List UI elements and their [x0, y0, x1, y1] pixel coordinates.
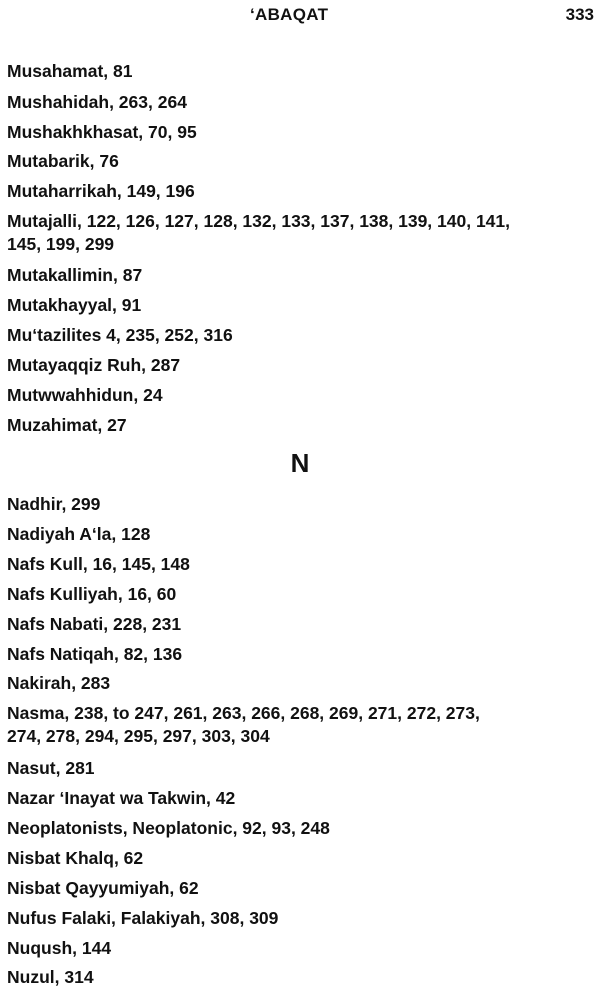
- entry-text: Nuqush, 144: [7, 938, 112, 958]
- index-entry: [7, 523, 597, 546]
- index-entry: [7, 583, 597, 606]
- entry-text: Nasut, 281: [7, 758, 95, 778]
- entry-text: Mutwwahhidun, 24: [7, 385, 163, 405]
- index-entry: [7, 294, 597, 317]
- entry-text: Nisbat Khalq, 62: [7, 848, 144, 868]
- page-header: [0, 5, 600, 31]
- entry-text: Nakirah, 283: [7, 673, 111, 693]
- entry-text: Mutabarik, 76: [7, 151, 119, 171]
- index-entry: [7, 787, 597, 810]
- index-entry: [7, 384, 597, 407]
- index-entry: [7, 907, 597, 930]
- entry-text: Nufus Falaki, Falakiyah, 308, 309: [7, 908, 279, 928]
- entry-text: Mutakhayyal, 91: [7, 295, 142, 315]
- index-entry: [7, 613, 597, 636]
- index-entry: [7, 60, 597, 83]
- index-entry: [7, 121, 597, 144]
- index-entry: [7, 672, 597, 695]
- index-entry: [7, 643, 597, 666]
- entry-text: Nasma, 238, to 247, 261, 263, 266, 268, 269, 271, 272, 273,: [7, 703, 480, 723]
- index-entry: [7, 966, 597, 989]
- entry-text-continuation: 145, 199, 299: [7, 234, 115, 254]
- index-entry: [7, 414, 597, 437]
- entry-text: Mutaharrikah, 149, 196: [7, 181, 195, 201]
- entry-text: Nisbat Qayyumiyah, 62: [7, 878, 199, 898]
- entry-text: Musahamat, 81: [7, 61, 133, 81]
- entry-text: Mutayaqqiz Ruh, 287: [7, 355, 181, 375]
- running-head: ‘ABAQAT: [250, 5, 329, 24]
- entry-text: Mushakhkhasat, 70, 95: [7, 122, 197, 142]
- entry-text: Nazar ‘Inayat wa Takwin, 42: [7, 788, 236, 808]
- entry-text: Nuzul, 314: [7, 967, 94, 987]
- entry-text: Nadhir, 299: [7, 494, 101, 514]
- index-entry: [7, 937, 597, 960]
- entry-text: Nafs Kull, 16, 145, 148: [7, 554, 190, 574]
- section-letter: N: [290, 448, 310, 478]
- index-entry: [7, 354, 597, 377]
- entry-text-continuation: 274, 278, 294, 295, 297, 303, 304: [7, 726, 270, 746]
- entry-text: Neoplatonists, Neoplatonic, 92, 93, 248: [7, 818, 330, 838]
- index-entry: [7, 877, 597, 900]
- page-number: 333: [565, 5, 594, 24]
- index-entry: [7, 817, 597, 840]
- index-entry: [7, 847, 597, 870]
- entry-text: Nafs Kulliyah, 16, 60: [7, 584, 177, 604]
- index-entry: [7, 150, 597, 173]
- entry-text: Nadiyah A‘la, 128: [7, 524, 151, 544]
- entry-text: Nafs Nabati, 228, 231: [7, 614, 182, 634]
- index-entry: [7, 553, 597, 576]
- index-entry: [7, 324, 597, 347]
- entry-text: Mutajalli, 122, 126, 127, 128, 132, 133, 137, 138, 139, 140, 141,: [7, 211, 511, 231]
- index-entry: [7, 757, 597, 780]
- index-entry: [7, 91, 597, 114]
- entry-text: Mu‘tazilites 4, 235, 252, 316: [7, 325, 233, 345]
- index-entry: [7, 493, 597, 516]
- entry-text: Mushahidah, 263, 264: [7, 92, 187, 112]
- entry-text: Muzahimat, 27: [7, 415, 127, 435]
- index-entry: [7, 210, 597, 256]
- index-entry: [7, 702, 597, 748]
- index-entry: [7, 264, 597, 287]
- index-entry: [7, 180, 597, 203]
- entry-text: Mutakallimin, 87: [7, 265, 143, 285]
- entry-text: Nafs Natiqah, 82, 136: [7, 644, 183, 664]
